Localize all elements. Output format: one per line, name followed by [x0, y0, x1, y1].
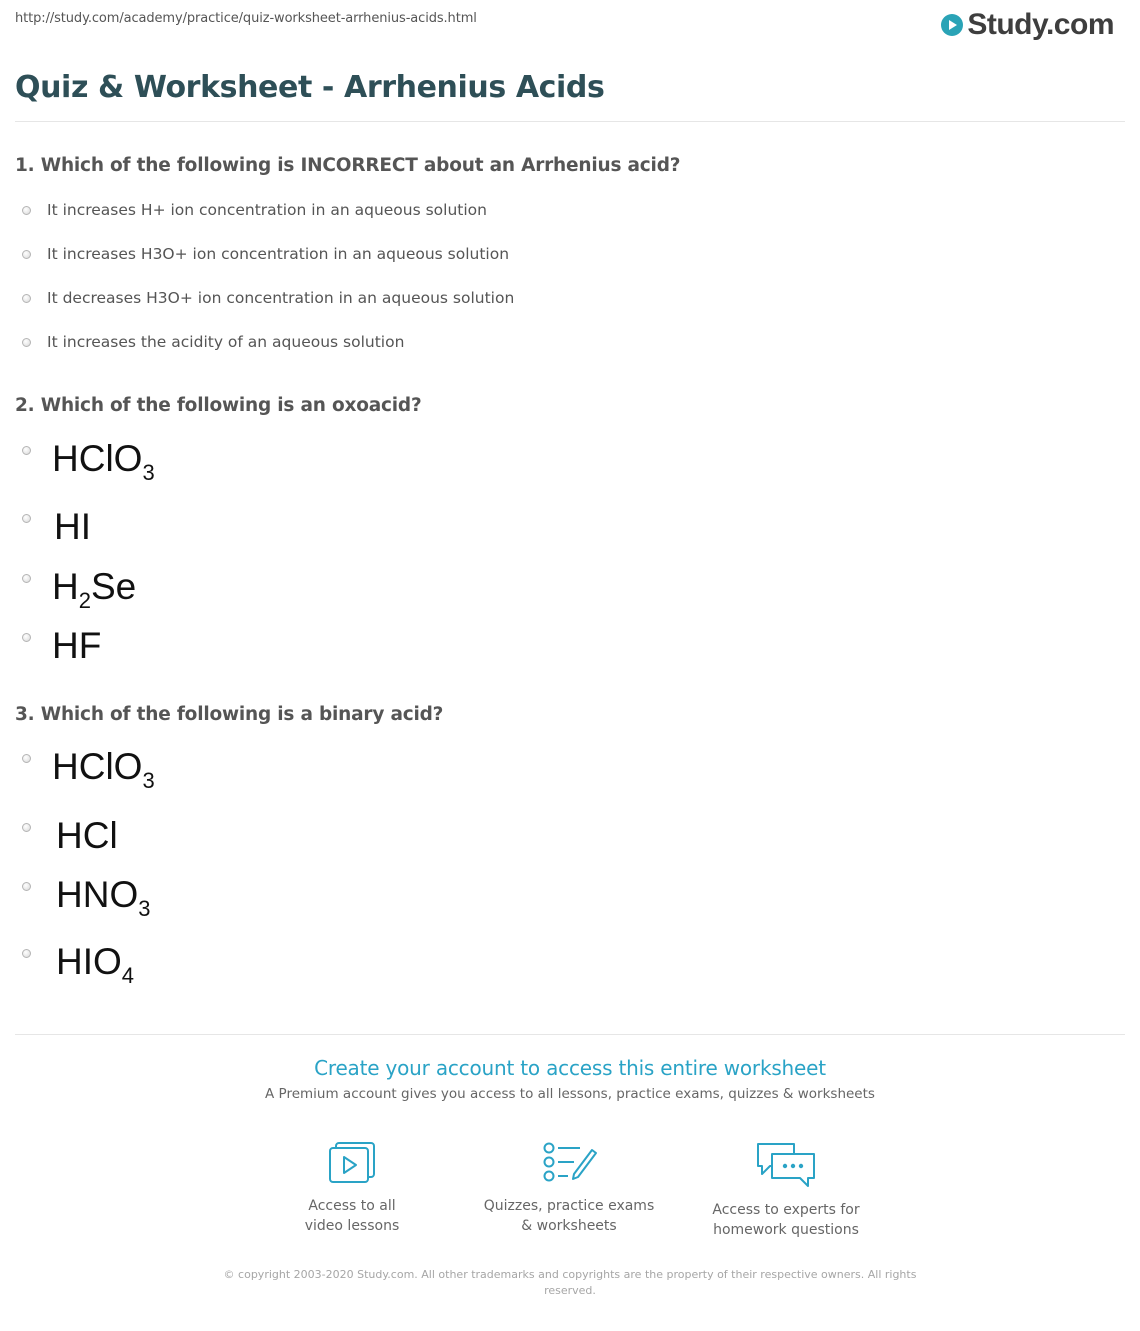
option-label: It increases the acidity of an aqueous solution: [47, 333, 405, 351]
question-3: 3. Which of the following is a binary acid?: [15, 704, 444, 725]
feature-label: Access to experts for homework questions: [712, 1202, 860, 1238]
quiz-checklist-icon: [540, 1140, 598, 1186]
play-circle-icon: [941, 14, 963, 36]
question-2-option-2[interactable]: [22, 506, 91, 547]
page-url: http://study.com/academy/practice/quiz-worksheet-arrhenius-acids.html: [15, 11, 477, 26]
radio-button[interactable]: [22, 949, 31, 958]
question-3-option-4[interactable]: [22, 941, 135, 988]
option-label: It increases H+ ion concentration in an aqueous solution: [47, 201, 487, 219]
cta-subtitle: A Premium account gives you access to all lessons, practice exams, quizzes & worksheets: [265, 1086, 875, 1102]
radio-button[interactable]: [22, 338, 31, 347]
radio-button[interactable]: [22, 250, 31, 259]
radio-button[interactable]: [22, 206, 31, 215]
formula-image: HClO$_3$: [52, 438, 155, 485]
formula-image: HF: [52, 625, 102, 666]
question-1-option-3[interactable]: [22, 289, 515, 307]
cta-title-link[interactable]: Create your account to access this entire worksheet: [314, 1056, 826, 1080]
formula-image: $HIO_4$: [56, 941, 135, 988]
feature-experts: [676, 1140, 896, 1240]
question-1-option-1[interactable]: [22, 201, 487, 219]
premium-cta: [0, 1056, 1140, 1102]
question-3-option-2[interactable]: [22, 815, 118, 856]
feature-video-lessons: [242, 1140, 462, 1236]
question-2: 2. Which of the following is an oxoacid?: [15, 395, 422, 416]
video-lessons-icon: [326, 1140, 378, 1186]
question-1-option-4[interactable]: [22, 333, 405, 351]
question-1: 1. Which of the following is INCORRECT about an Arrhenius acid?: [15, 155, 681, 176]
option-label: It increases H3O+ ion concentration in an aqueous solution: [47, 245, 510, 263]
page-title: Quiz & Worksheet - Arrhenius Acids: [15, 70, 605, 105]
radio-button[interactable]: [22, 514, 31, 523]
radio-button[interactable]: [22, 633, 31, 642]
formula-image: $HNO_3$: [56, 874, 151, 921]
copyright-notice: © copyright 2003-2020 Study.com. All other trademarks and copyrights are the property of their respective owners. All rights reserved.: [223, 1268, 917, 1297]
formula-image: $H_2Se$: [52, 566, 137, 613]
radio-button[interactable]: [22, 574, 31, 583]
formula-image: HClO$_3$: [52, 746, 155, 793]
logo-text: Study.com: [967, 8, 1114, 41]
chat-bubbles-icon: [754, 1140, 818, 1190]
radio-button[interactable]: [22, 882, 31, 891]
study-logo[interactable]: [941, 8, 1114, 42]
question-2-option-4[interactable]: [22, 625, 102, 666]
radio-button[interactable]: [22, 823, 31, 832]
feature-quizzes: [459, 1140, 679, 1236]
radio-button[interactable]: [22, 294, 31, 303]
divider: [15, 1034, 1125, 1035]
feature-label: Access to all video lessons: [304, 1198, 400, 1234]
feature-label: Quizzes, practice exams & worksheets: [483, 1198, 655, 1234]
option-label: It decreases H3O+ ion concentration in an aqueous solution: [47, 289, 515, 307]
question-2-option-1[interactable]: [22, 438, 155, 485]
formula-image: HI: [54, 506, 91, 547]
question-3-option-3[interactable]: [22, 874, 151, 921]
radio-button[interactable]: [22, 754, 31, 763]
question-3-option-1[interactable]: [22, 746, 155, 793]
question-1-option-2[interactable]: [22, 245, 510, 263]
formula-image: HCl: [56, 815, 118, 856]
radio-button[interactable]: [22, 446, 31, 455]
question-2-option-3[interactable]: [22, 566, 137, 613]
divider: [15, 121, 1125, 122]
